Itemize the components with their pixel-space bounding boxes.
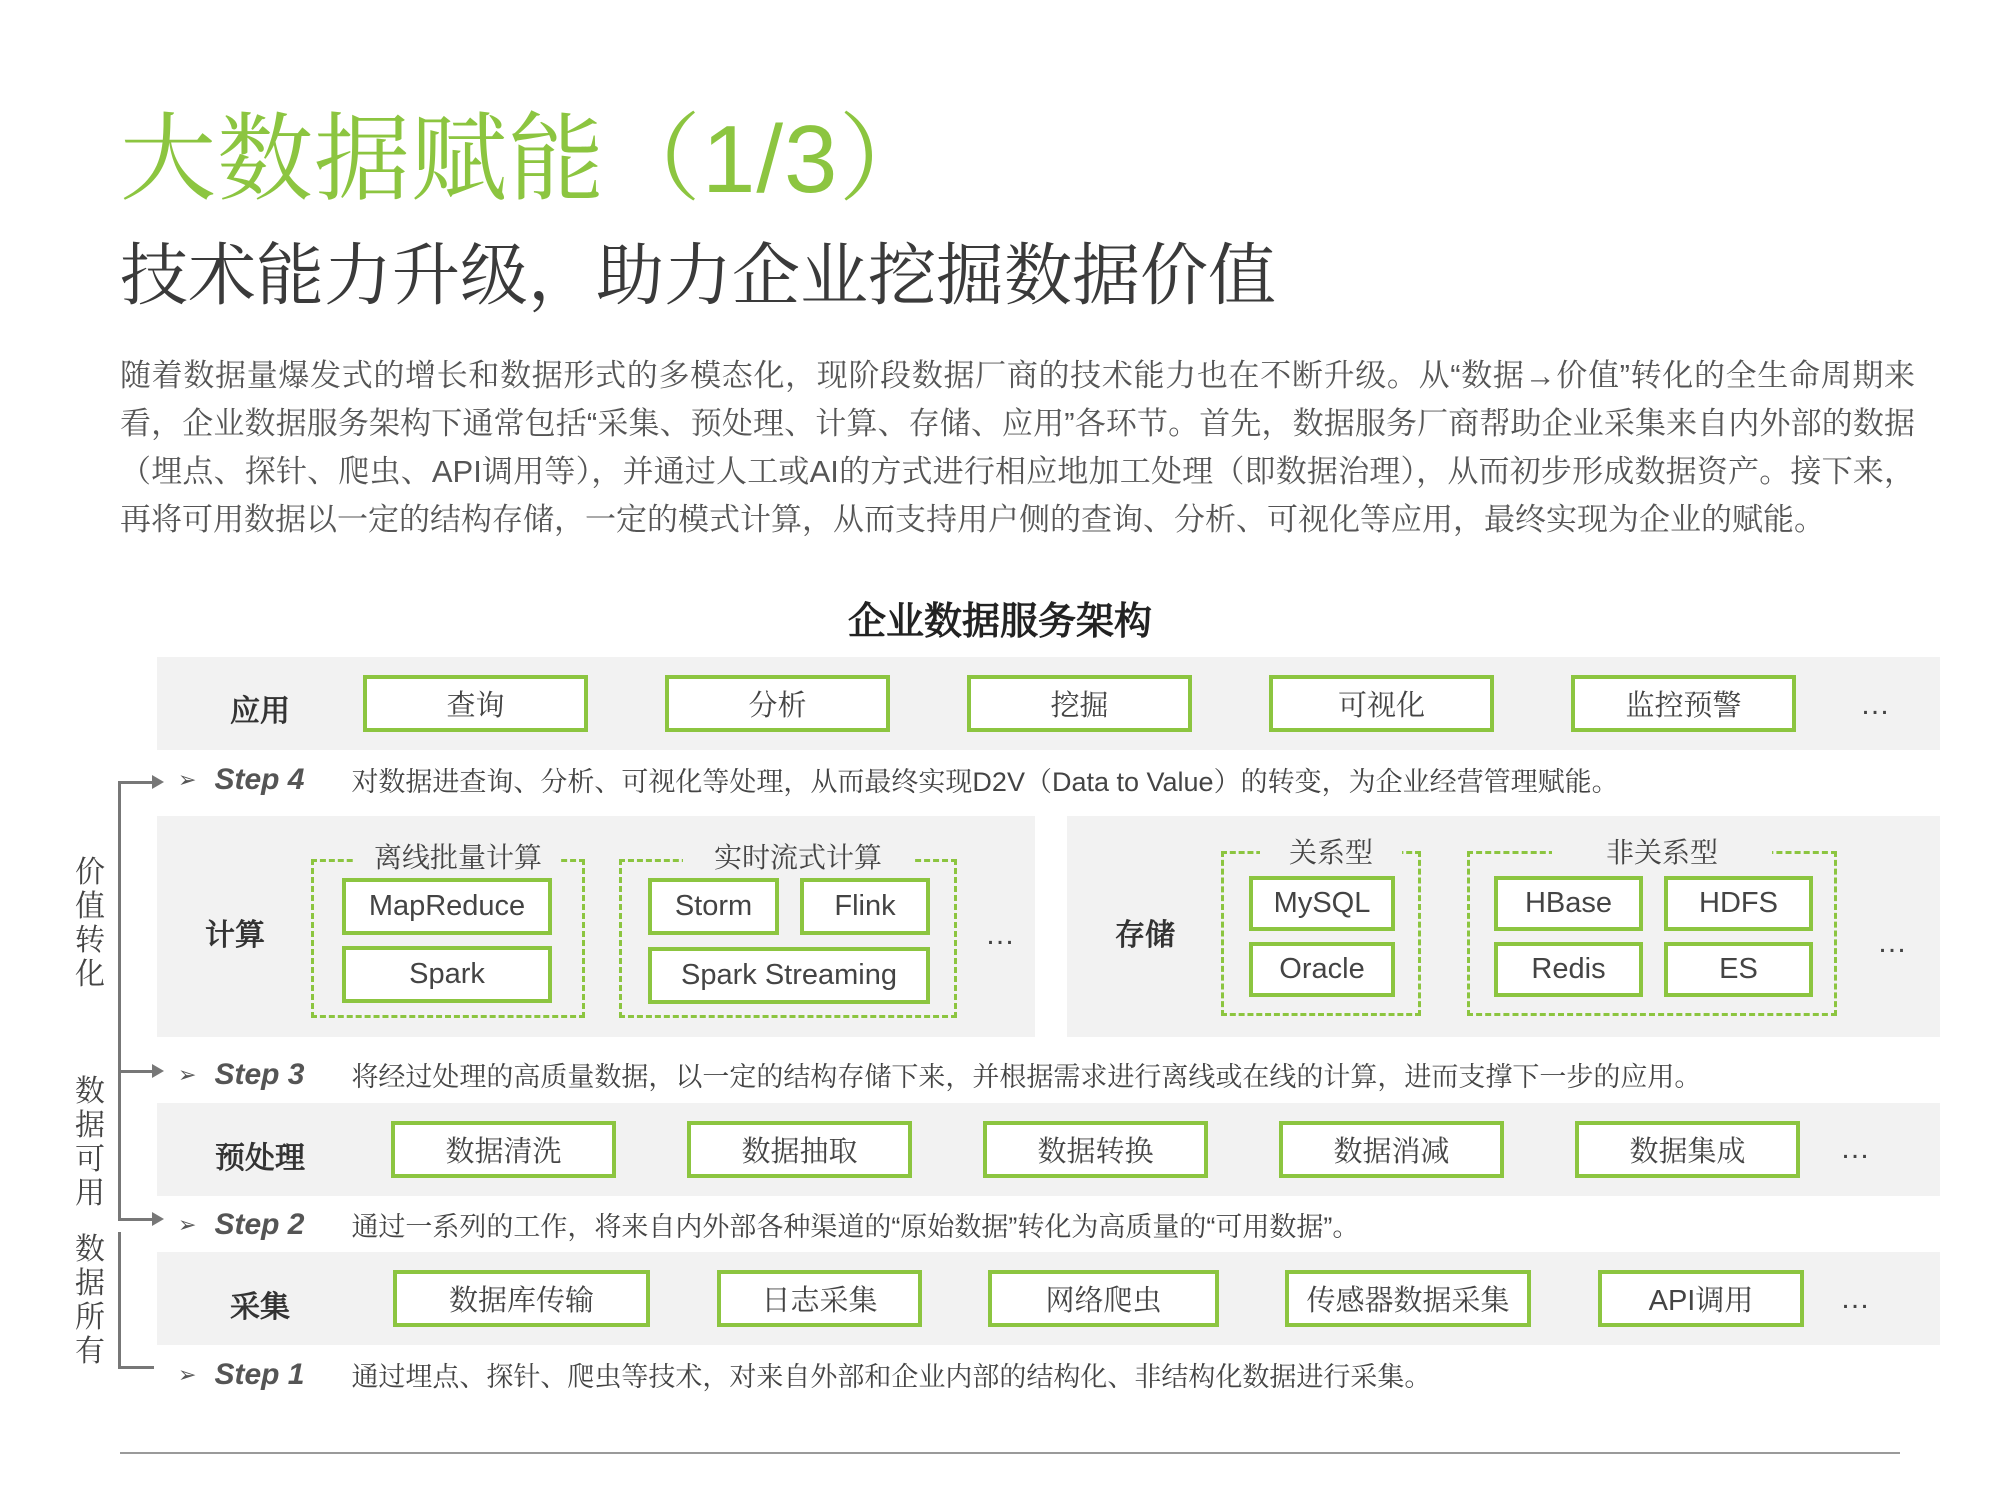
nonrelational-storage-label: 非关系型 [1552,831,1772,871]
step-2 [178,1205,1359,1244]
preprocess-item-integration: 数据集成 [1575,1121,1800,1178]
compute-item-mapreduce: MapReduce [342,878,552,935]
compute-label: 计算 [205,919,265,952]
app-item-analysis: 分析 [665,675,890,732]
step-4-text: 对数据进查询、分析、可视化等处理，从而最终实现D2V（Data to Value）的转变，为企业经营管理赋能。 [351,767,1619,797]
application-label: 应用 [230,695,290,728]
step-3-text: 将经过处理的高质量数据，以一定的结构存储下来，并根据需求进行离线或在线的计算，进而支撑下一步的应用。 [351,1062,1702,1092]
app-item-query: 查询 [363,675,588,732]
compute-item-spark-streaming: Spark Streaming [648,947,930,1004]
preprocess-item-extraction: 数据抽取 [687,1121,912,1178]
step-arrow-icon: ➢ [178,1061,197,1087]
storage-ellipsis: … [1877,926,1909,959]
collection-ellipsis: … [1840,1282,1872,1315]
collection-item-crawler: 网络爬虫 [988,1270,1219,1327]
storage-item-redis: Redis [1494,942,1643,997]
realtime-compute-label: 实时流式计算 [683,836,913,876]
preprocess-label: 预处理 [215,1142,305,1175]
application-ellipsis: … [1860,688,1892,721]
phase-arrow-icon [152,775,164,789]
intro-paragraph: 随着数据量爆发式的增长和数据形式的多模态化，现阶段数据厂商的技术能力也在不断升级。从“数据→价值”转化的全生命周期来看，企业数据服务架构下通常包括“采集、预处理、计算、存储、应用”各环节。首先，数据服务厂商帮助企业采集来自内外部的数据（埋点、探针、爬虫、API调用等），并通过人工或AI的方式进行相应地加工处理（即数据治理），从而初步形成数据资产。接下来，再将可用数据以一定的结构存储，一定的模式计算，从而支持用户侧的查询、分析、可视化等应用，最终实现为企业的赋能。 [120,358,1915,537]
preprocess-item-cleaning: 数据清洗 [391,1121,616,1178]
offline-compute-label: 离线批量计算 [355,836,561,876]
collection-item-sensor: 传感器数据采集 [1285,1270,1531,1327]
step-arrow-icon: ➢ [178,1211,197,1237]
step-1-text: 通过埋点、探针、爬虫等技术，对来自外部和企业内部的结构化、非结构化数据进行采集。 [351,1362,1432,1392]
phase-label-data-owned: 数据所有 [75,1233,105,1368]
collection-label: 采集 [230,1291,290,1324]
page-subtitle: 技术能力升级，助力企业挖掘数据价值 [120,238,1277,314]
step-arrow-icon: ➢ [178,766,197,792]
compute-item-flink: Flink [800,878,930,935]
diagram-title: 企业数据服务架构 [847,601,1152,643]
preprocess-ellipsis: … [1840,1132,1872,1165]
storage-item-oracle: Oracle [1249,942,1395,997]
storage-item-mysql: MySQL [1249,876,1395,931]
storage-item-hdfs: HDFS [1664,876,1813,931]
step-3-name: Step 3 [214,1057,305,1091]
app-item-mining: 挖掘 [967,675,1192,732]
step-2-name: Step 2 [214,1207,305,1241]
collection-item-log: 日志采集 [717,1270,922,1327]
app-item-visualization: 可视化 [1269,675,1494,732]
compute-item-spark: Spark [342,946,552,1003]
preprocess-item-reduction: 数据消减 [1279,1121,1504,1178]
storage-item-hbase: HBase [1494,876,1643,931]
preprocess-item-transformation: 数据转换 [983,1121,1208,1178]
footer-divider [120,1452,1900,1454]
storage-label: 存储 [1115,919,1175,952]
collection-item-api: API调用 [1598,1270,1804,1327]
step-1 [178,1355,1431,1394]
storage-item-es: ES [1664,942,1813,997]
step-3 [178,1055,1701,1094]
compute-item-storm: Storm [648,878,779,935]
step-4-name: Step 4 [214,762,305,796]
step-4 [178,760,1619,799]
phase-label-value-conversion: 价值转化 [75,856,105,991]
step-2-text: 通过一系列的工作，将来自内外部各种渠道的“原始数据”转化为高质量的“可用数据”。 [351,1212,1360,1242]
app-item-monitoring: 监控预警 [1571,675,1796,732]
phase-label-data-usable: 数据可用 [75,1075,105,1210]
page-title: 大数据赋能（1/3） [120,106,936,213]
relational-storage-label: 关系型 [1260,831,1402,871]
compute-ellipsis: … [985,918,1017,951]
phase-arrow-icon [152,1212,164,1226]
phase-arrow-icon [152,1064,164,1078]
step-1-name: Step 1 [214,1357,305,1391]
collection-item-db-transfer: 数据库传输 [393,1270,650,1327]
step-arrow-icon: ➢ [178,1361,197,1387]
